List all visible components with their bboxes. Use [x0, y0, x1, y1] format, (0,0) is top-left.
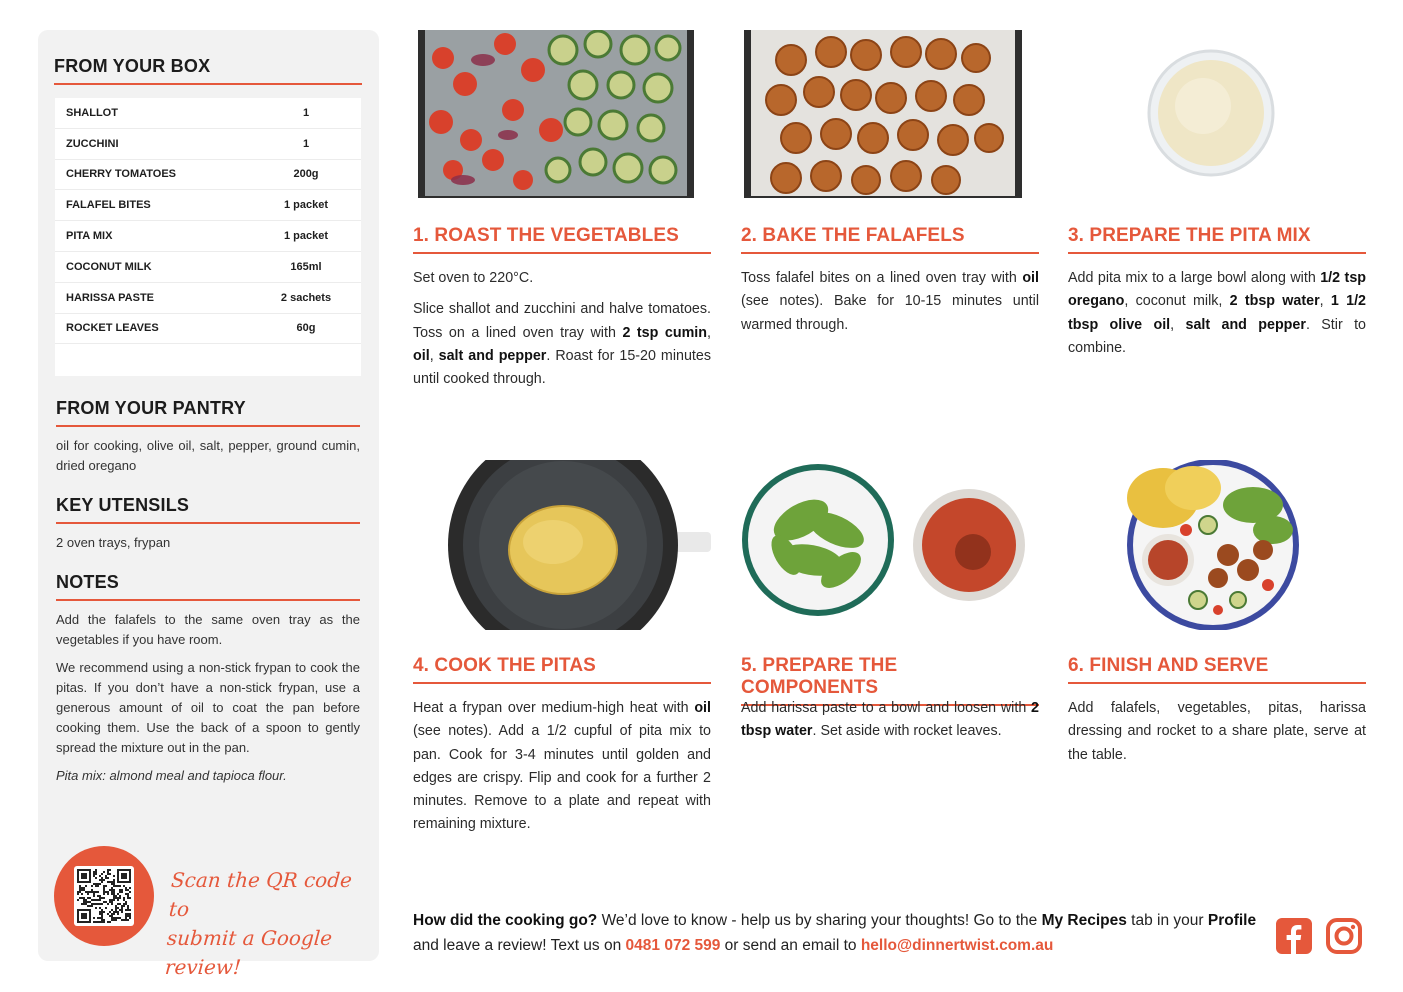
step-body: [413, 697, 711, 845]
step-title: 5. PREPARE THE COMPONENTS: [741, 655, 1039, 706]
step-title: 2. BAKE THE FALAFELS: [741, 225, 1039, 254]
qr-badge[interactable]: [54, 846, 154, 946]
step-1: [413, 30, 711, 410]
step-body: [741, 267, 1039, 345]
step-paragraph: Add pita mix to a large bowl along with 1/2 tsp oregano, coconut milk, 2 tbsp water, 1 1/2 tbsp olive oil, salt and pepper. Stir to combine.: [1068, 270, 1367, 356]
note-text: Pita mix: almond meal and tapioca flour.: [56, 768, 287, 783]
step-6: [1068, 460, 1366, 850]
notes-heading: NOTES: [56, 572, 360, 601]
ingredient-name: FALAFEL BITES: [66, 199, 151, 212]
ingredient-qty: 2 sachets: [280, 291, 332, 304]
notes-body: [56, 610, 360, 786]
step-2: [741, 30, 1039, 410]
ingredient-name: COCONUT MILK: [66, 260, 152, 273]
frypan-pita-image: [413, 460, 711, 630]
ingredient-name: HARISSA PASTE: [66, 291, 155, 304]
ingredient-name: ZUCCHINI: [66, 137, 119, 150]
from-your-box-heading: FROM YOUR BOX: [54, 56, 362, 85]
step-title: 4. COOK THE PITAS: [413, 655, 711, 684]
baked-falafels-image: [741, 30, 1039, 200]
step-paragraph: Set oven to 220°C.: [413, 270, 534, 286]
ingredient-qty: 1: [302, 106, 310, 119]
ingredient-row: [55, 252, 361, 283]
step-paragraph: Add harissa paste to a bowl and loosen with 2 tbsp water. Set aside with rocket leaves.: [741, 700, 1039, 740]
step-paragraph: Add falafels, vegetables, pitas, harissa dressing and rocket to a share plate, serve at the table.: [1068, 700, 1366, 763]
footer-text: We’d love to know - help us by sharing your thoughts! Go to the: [597, 912, 1042, 929]
step-title: 3. PREPARE THE PITA MIX: [1068, 225, 1366, 254]
step-5: [741, 460, 1039, 850]
utensils-section: [56, 495, 360, 553]
qr-text-line: Scan the QR code to: [168, 868, 353, 921]
qr-text-line: submit a Google review!: [164, 926, 333, 979]
facebook-icon[interactable]: [1275, 917, 1313, 955]
share-plate-image: [1068, 460, 1366, 630]
ingredient-row: [55, 98, 361, 129]
notes-section: [56, 572, 360, 794]
my-recipes-label: My Recipes: [1041, 912, 1127, 929]
ingredient-name: ROCKET LEAVES: [66, 322, 159, 335]
ingredient-name: CHERRY TOMATOES: [66, 168, 177, 181]
footer-text: tab in your: [1126, 912, 1208, 929]
phone-link[interactable]: 0481 072 599: [625, 937, 721, 954]
rocket-and-harissa-image: [741, 460, 1039, 630]
pantry-text: oil for cooking, olive oil, salt, pepper, ground cumin, dried oregano: [56, 438, 360, 473]
note-text: Add the falafels to the same oven tray as the vegetables if you have room.: [56, 612, 360, 647]
footer-text: or send an email to: [720, 937, 861, 954]
ingredient-qty: 200g: [293, 168, 319, 181]
ingredient-row: [55, 221, 361, 252]
step-body: [413, 267, 711, 399]
utensils-text: 2 oven trays, frypan: [56, 535, 171, 550]
step-paragraph: Slice shallot and zucchini and halve tomatoes. Toss on a lined oven tray with 2 tsp cumin, oil, salt and pepper. Roast for 15-20 minutes until cooked through.: [413, 301, 711, 388]
step-body: [1068, 697, 1366, 775]
roasted-vegetables-image: [413, 30, 711, 200]
ingredient-qty: 1 packet: [283, 230, 329, 243]
utensils-heading: KEY UTENSILS: [56, 495, 360, 524]
ingredient-name: PITA MIX: [66, 230, 113, 243]
ingredient-qty: 165ml: [290, 260, 322, 273]
ingredient-row: [55, 129, 361, 160]
ingredient-name: SHALLOT: [66, 106, 118, 119]
ingredient-qty: 60g: [296, 322, 316, 335]
ingredient-row: [55, 314, 361, 345]
step-3: [1068, 30, 1366, 410]
step-paragraph: Heat a frypan over medium-high heat with oil (see notes). Add a 1/2 cupful of pita mix to pan. Cook for 3-4 minutes until golden and edges are crispy. Flip and cook for a further 2 minutes. Remove to a plate and repeat with remaining mixture.: [413, 700, 711, 833]
review-footer: [413, 908, 1263, 958]
step-4: [413, 460, 711, 850]
pita-mix-bowl-image: [1068, 30, 1366, 200]
ingredient-qty: 1 packet: [283, 199, 329, 212]
step-body: [741, 697, 1039, 752]
ingredient-row: [55, 283, 361, 314]
pantry-heading: FROM YOUR PANTRY: [56, 398, 360, 427]
email-link[interactable]: hello@dinnertwist.com.au: [860, 937, 1054, 954]
qr-review-text: [164, 866, 372, 982]
ingredient-row: [55, 190, 361, 221]
pantry-section: [56, 398, 360, 476]
ingredients-sidebar: [38, 30, 379, 979]
note-text: We recommend using a non-stick frypan to cook the pitas. If you don’t have a non-stick frypan, use a generous amount of oil to coat the pan before cooking them. Use the back of a spoon to gently spread the mixture out in the pan.: [56, 660, 360, 755]
instagram-icon[interactable]: [1325, 917, 1363, 955]
profile-label: Profile: [1207, 912, 1257, 929]
ingredient-row: [55, 160, 361, 191]
qr-code-icon: [74, 866, 134, 926]
step-body: [1068, 267, 1366, 368]
ingredient-qty: 1: [302, 137, 310, 150]
step-paragraph: Toss falafel bites on a lined oven tray with oil (see notes). Bake for 10-15 minutes until warmed through.: [741, 270, 1039, 333]
ingredients-table: [55, 98, 361, 376]
footer-question: How did the cooking go?: [413, 912, 598, 929]
step-title: 1. ROAST THE VEGETABLES: [413, 225, 711, 254]
footer-text: and leave a review! Text us on: [413, 937, 626, 954]
step-title: 6. FINISH AND SERVE: [1068, 655, 1366, 684]
